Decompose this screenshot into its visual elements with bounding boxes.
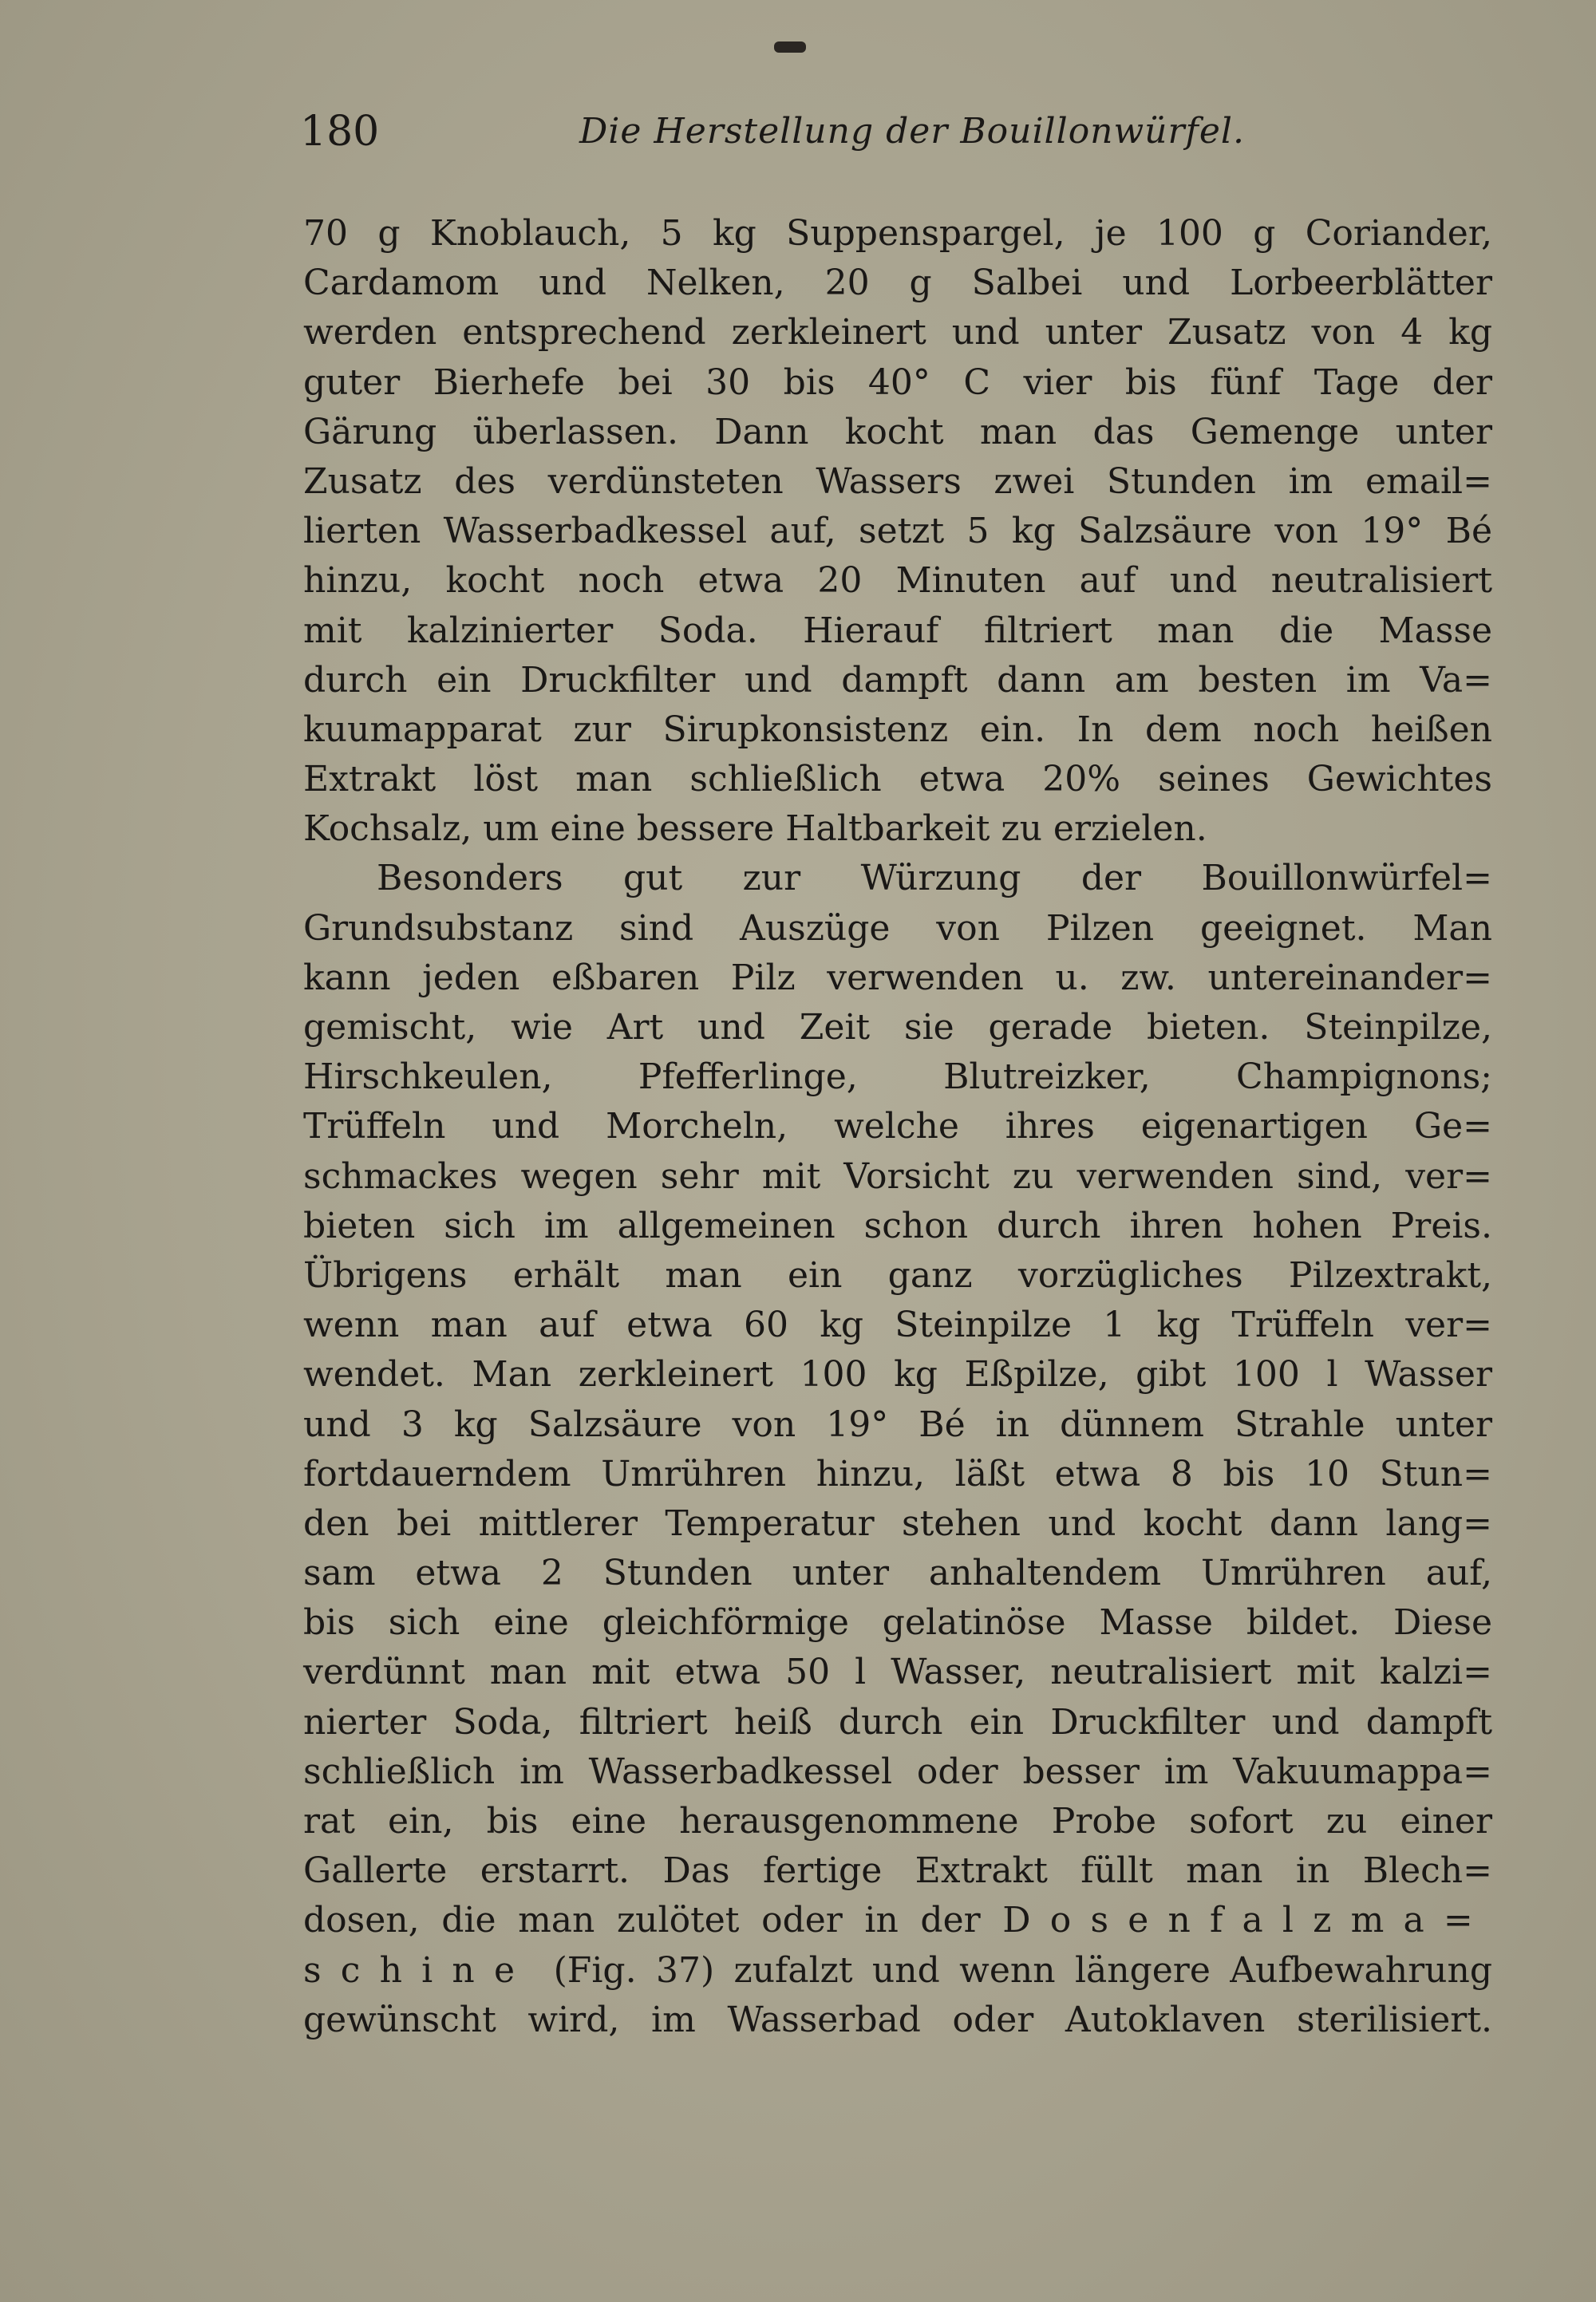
text-line: schmackes wegen sehr mit Vorsicht zu verwenden sind, ver= [303, 1155, 1492, 1197]
text-line: rat ein, bis eine herausgenommene Probe sofort zu einer [303, 1801, 1492, 1842]
text-line: Übrigens erhält man ein ganz vorzügliches Pilzextrakt, [303, 1254, 1492, 1296]
emphasized-term: Dosenfalzma= [1002, 1900, 1492, 1941]
text-line: fortdauerndem Umrühren hinzu, läßt etwa 8 bis 10 Stun= [303, 1453, 1492, 1495]
running-title: Die Herstellung der Bouillonwürfel. [579, 111, 1245, 152]
text-line: Gärung überlassen. Dann kocht man das Gemenge unter [303, 411, 1492, 452]
text-line: bis sich eine gleichförmige gelatinöse Masse bildet. Diese [303, 1602, 1492, 1644]
text-line: Kochsalz, um eine bessere Haltbarkeit zu erzielen. [303, 808, 1207, 850]
text-line: Trüffeln und Morcheln, welche ihres eigenartigen Ge= [303, 1106, 1492, 1147]
body-text [303, 209, 1492, 2045]
text-line: wenn man auf etwa 60 kg Steinpilze 1 kg Trüffeln ver= [303, 1305, 1492, 1346]
text-line: werden entsprechend zerkleinert und unter Zusatz von 4 kg [303, 312, 1492, 353]
text-line: und 3 kg Salzsäure von 19° Bé in dünnem Strahle unter [303, 1404, 1492, 1445]
text-line [303, 1896, 1492, 1945]
text-line: Zusatz des verdünsteten Wassers zwei Stunden im email= [303, 460, 1492, 502]
text-line: Gallerte erstarrt. Das fertige Extrakt füllt man in Blech= [303, 1850, 1492, 1892]
text-line: sam etwa 2 Stunden unter anhaltendem Umrühren auf, [303, 1553, 1492, 1594]
text-line: Hirschkeulen, Pfefferlinge, Blutreizker, Champignons; [303, 1056, 1492, 1098]
text-line-part: dosen, die man zulötet oder in der [303, 1900, 981, 1941]
emphasized-term: schine [303, 1949, 535, 1991]
ink-speck [774, 41, 806, 53]
text-line: den bei mittlerer Temperatur stehen und kocht dann lang= [303, 1502, 1492, 1544]
text-line: durch ein Druckfilter und dampft dann am besten im Va= [303, 659, 1492, 701]
text-line: kann jeden eßbaren Pilz verwenden u. zw. untereinander= [303, 957, 1492, 998]
text-line: Besonders gut zur Würzung der Bouillonwürfel= [377, 858, 1492, 899]
text-line: mit kalzinierter Soda. Hierauf filtriert man die Masse [303, 610, 1492, 651]
page-header [300, 104, 1497, 160]
page-number: 180 [300, 108, 380, 156]
text-line: gewünscht wird, im Wasserbad oder Autoklaven sterilisiert. [303, 1999, 1492, 2040]
text-line: schließlich im Wasserbadkessel oder besser im Vakuumappa= [303, 1751, 1492, 1792]
text-line: nierter Soda, filtriert heiß durch ein Druckfilter und dampft [303, 1701, 1492, 1743]
text-line: verdünnt man mit etwa 50 l Wasser, neutralisiert mit kalzi= [303, 1652, 1492, 1693]
text-line: bieten sich im allgemeinen schon durch ihren hohen Preis. [303, 1205, 1492, 1246]
text-line: guter Bierhefe bei 30 bis 40° C vier bis fünf Tage der [303, 361, 1492, 403]
text-line: Cardamom und Nelken, 20 g Salbei und Lorbeerblätter [303, 263, 1492, 304]
text-line: gemischt, wie Art und Zeit sie gerade bieten. Steinpilze, [303, 1007, 1492, 1048]
text-line-part: (Fig. 37) zufalzt und wenn längere Aufbewahrung [553, 1949, 1492, 1991]
text-line: wendet. Man zerkleinert 100 kg Eßpilze, gibt 100 l Wasser [303, 1354, 1492, 1396]
text-line: Grundsubstanz sind Auszüge von Pilzen geeignet. Man [303, 907, 1492, 949]
text-line: Extrakt löst man schließlich etwa 20% seines Gewichtes [303, 759, 1492, 800]
text-line [303, 1946, 1492, 1996]
text-line: 70 g Knoblauch, 5 kg Suppenspargel, je 100 g Coriander, [303, 213, 1492, 254]
text-line: hinzu, kocht noch etwa 20 Minuten auf und neutralisiert [303, 560, 1492, 602]
text-line: kuumapparat zur Sirupkonsistenz ein. In dem noch heißen [303, 709, 1492, 750]
text-line: lierten Wasserbadkessel auf, setzt 5 kg Salzsäure von 19° Bé [303, 511, 1492, 552]
